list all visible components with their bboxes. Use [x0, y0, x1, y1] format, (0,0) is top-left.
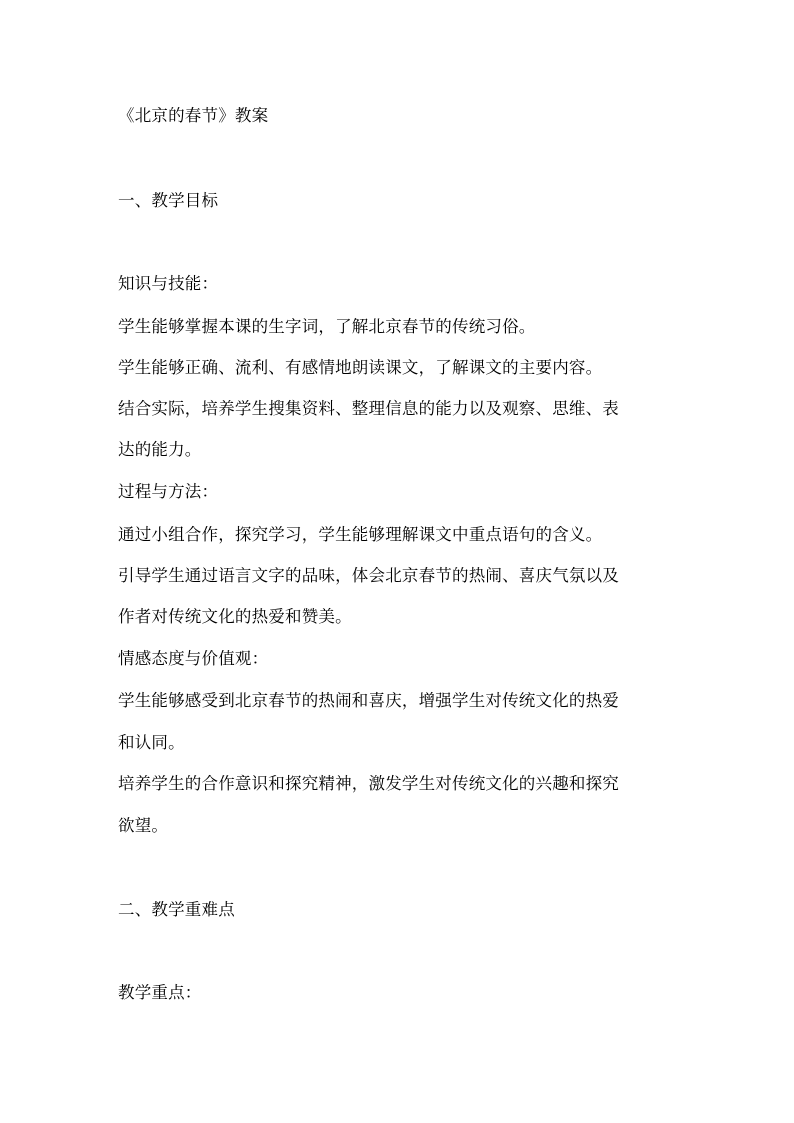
document-title: 《北京的春节》教案	[118, 106, 269, 125]
paragraph-line: 欲望。	[118, 816, 169, 835]
subsection-label-process: 过程与方法：	[118, 482, 219, 501]
section-heading-objectives: 一、教学目标	[118, 191, 219, 210]
section-heading-key-difficult-points: 二、教学重难点	[118, 900, 235, 919]
paragraph-line: 达的能力。	[118, 440, 202, 459]
subsection-label-knowledge: 知识与技能：	[118, 274, 219, 293]
paragraph-line: 作者对传统文化的热爱和赞美。	[118, 607, 352, 626]
paragraph-line: 引导学生通过语言文字的品味，体会北京春节的热闹、喜庆气氛以及	[118, 566, 619, 585]
paragraph-line: 结合实际，培养学生搜集资料、整理信息的能力以及观察、思维、表	[118, 399, 619, 418]
subsection-label-key-points: 教学重点：	[118, 983, 202, 1002]
paragraph-line: 学生能够掌握本课的生字词，了解北京春节的传统习俗。	[118, 317, 536, 336]
paragraph-line: 和认同。	[118, 733, 185, 752]
paragraph-line: 培养学生的合作意识和探究精神，激发学生对传统文化的兴趣和探究	[118, 774, 619, 793]
subsection-label-emotion: 情感态度与价值观：	[118, 649, 269, 668]
paragraph-line: 学生能够正确、流利、有感情地朗读课文，了解课文的主要内容。	[118, 358, 603, 377]
paragraph-line: 通过小组合作，探究学习，学生能够理解课文中重点语句的含义。	[118, 525, 603, 544]
paragraph-line: 学生能够感受到北京春节的热闹和喜庆，增强学生对传统文化的热爱	[118, 691, 619, 710]
